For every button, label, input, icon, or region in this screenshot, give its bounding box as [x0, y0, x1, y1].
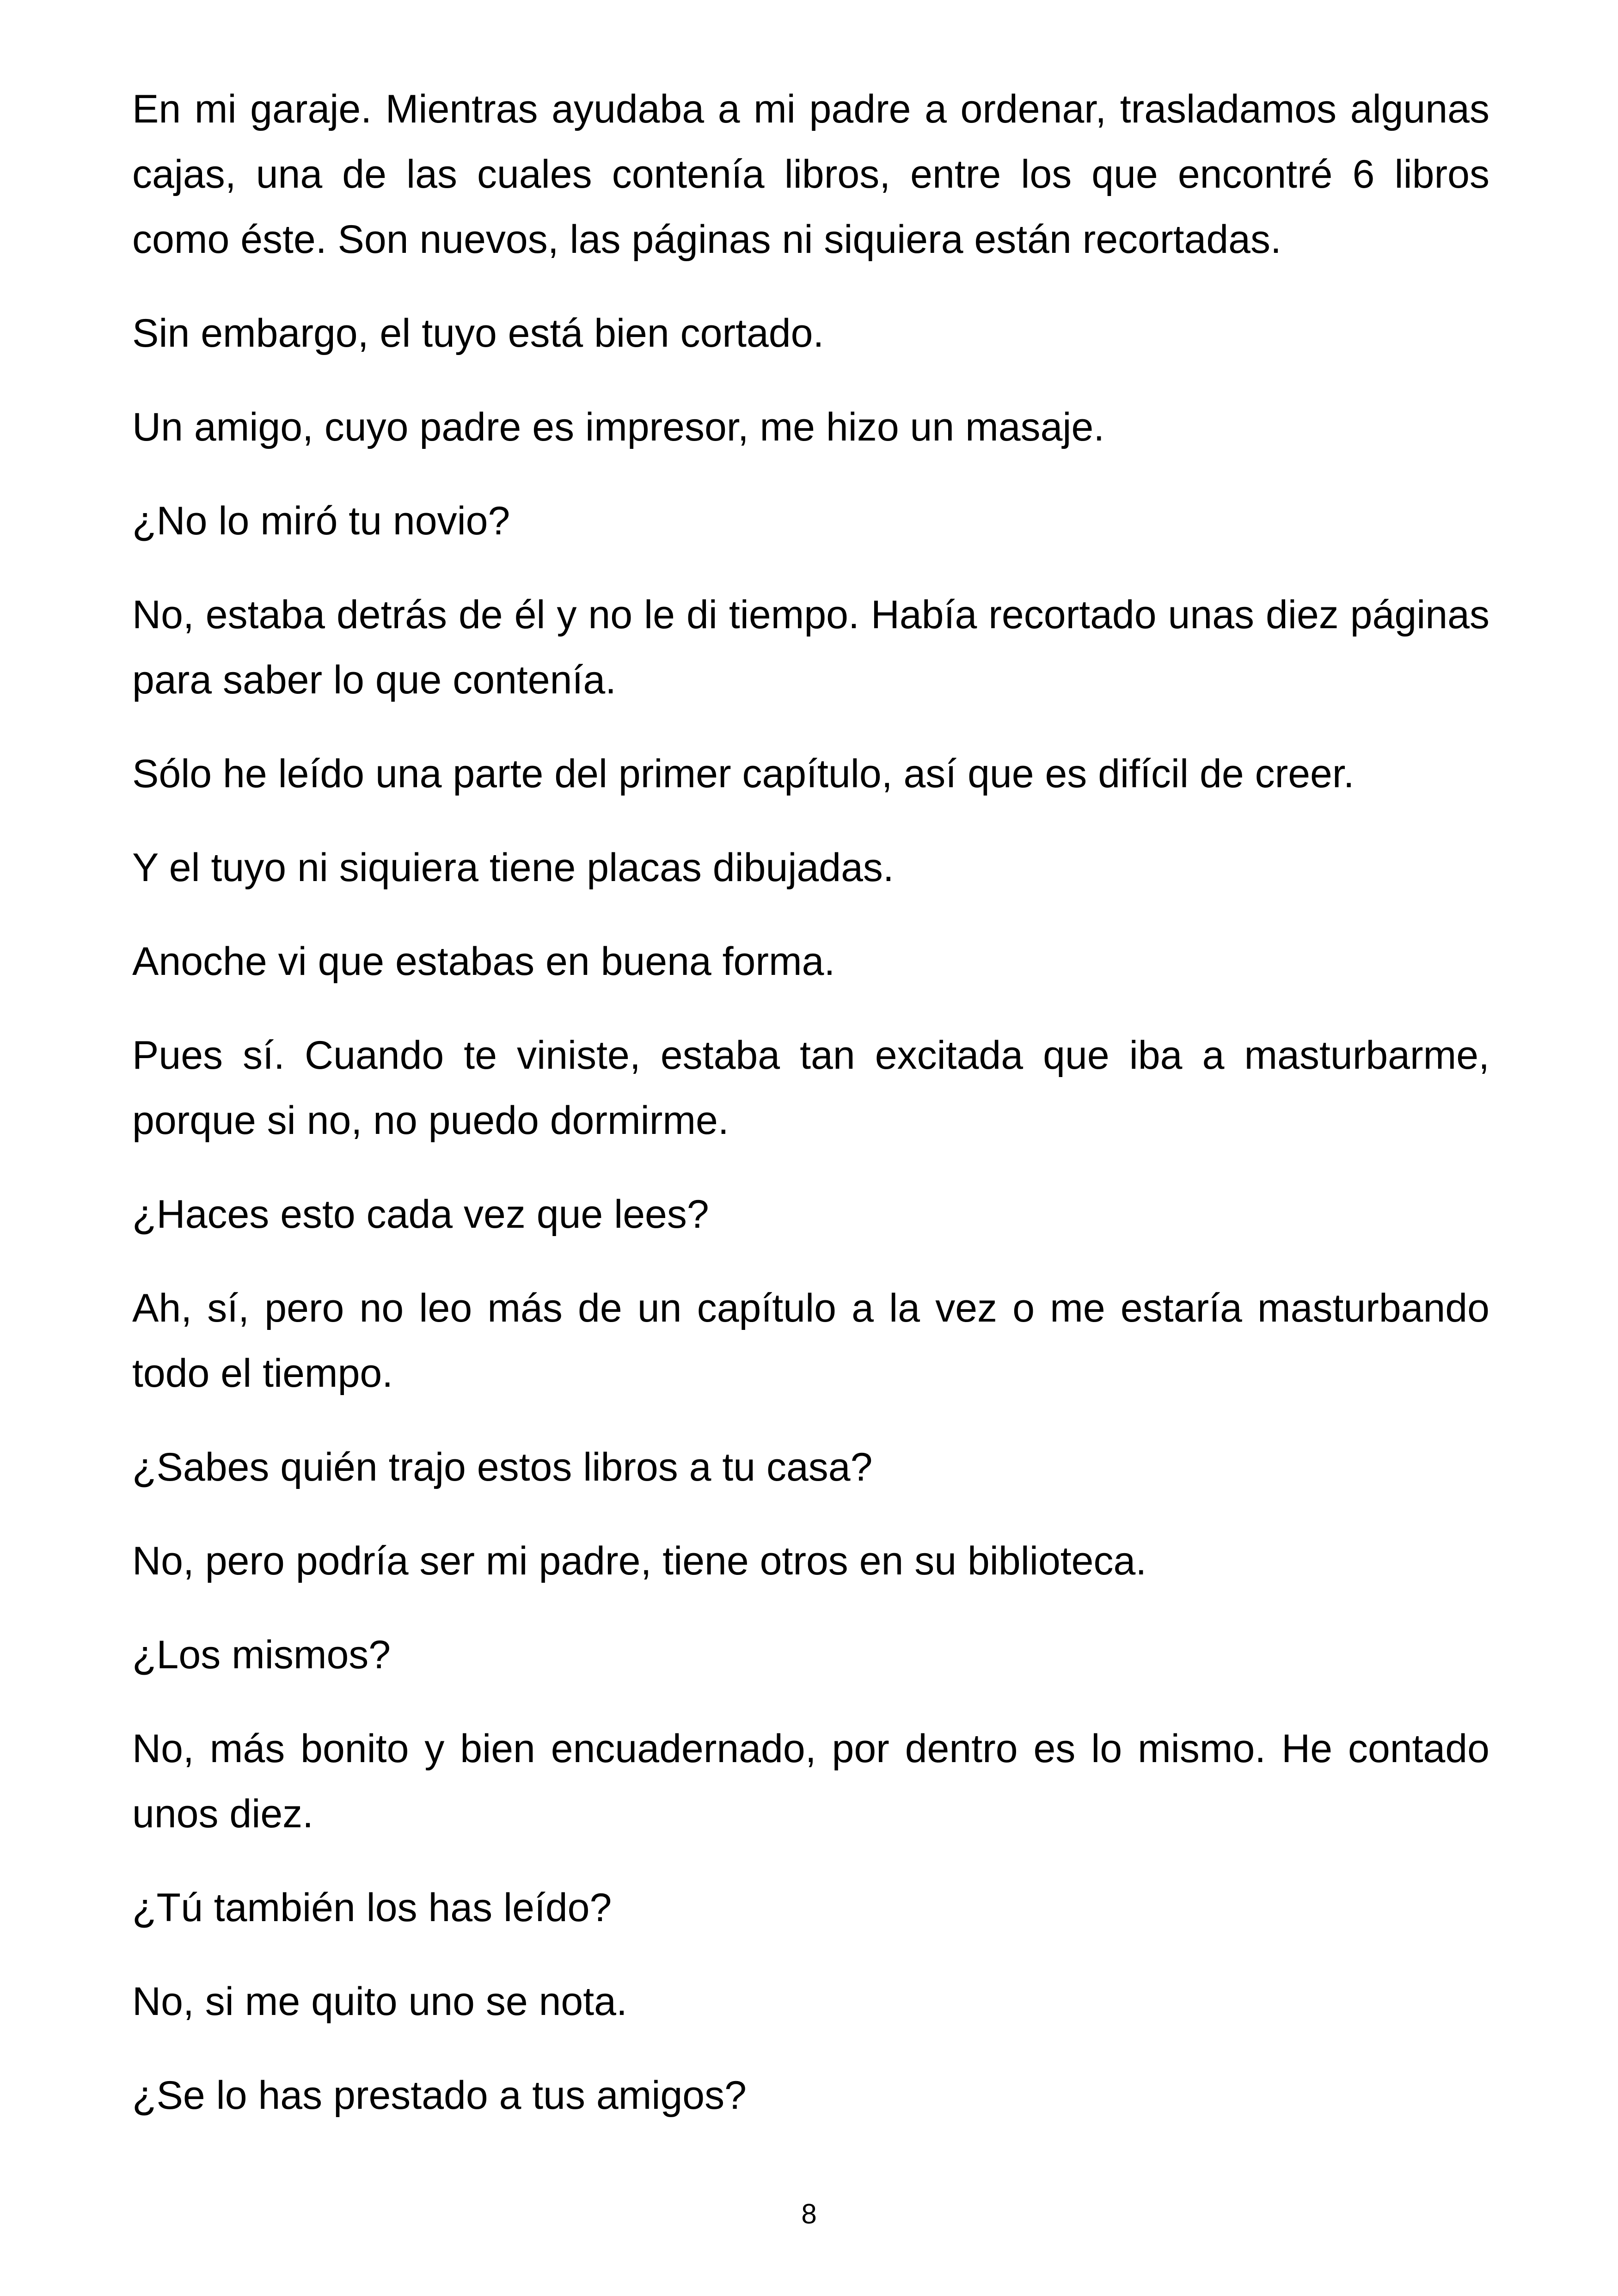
paragraph: ¿No lo miró tu novio? — [132, 499, 510, 543]
paragraph: Sólo he leído una parte del primer capítulo, así que es difícil de creer. — [132, 752, 1354, 796]
paragraph: No, estaba detrás de él y no le di tiempo. Había recortado unas diez páginas para saber lo que contenía. — [132, 593, 1489, 702]
page-number: 8 — [801, 2198, 817, 2229]
paragraph: Un amigo, cuyo padre es impresor, me hizo un masaje. — [132, 405, 1105, 449]
paragraph: ¿Tú también los has leído? — [132, 1886, 612, 1930]
paragraph: ¿Se lo has prestado a tus amigos? — [132, 2073, 747, 2118]
paragraph: No, más bonito y bien encuadernado, por dentro es lo mismo. He contado unos diez. — [132, 1727, 1489, 1836]
paragraph: En mi garaje. Mientras ayudaba a mi padre a ordenar, trasladamos algunas cajas, una de las cuales contenía libros, entre los que encontré 6 libros como éste. Son nuevos, las páginas ni siquiera están recortadas. — [132, 87, 1489, 262]
paragraph: ¿Sabes quién trajo estos libros a tu casa? — [132, 1445, 873, 1489]
paragraph: No, pero podría ser mi padre, tiene otros en su biblioteca. — [132, 1539, 1147, 1583]
paragraph: ¿Los mismos? — [132, 1633, 391, 1677]
paragraph: No, si me quito uno se nota. — [132, 1979, 627, 2024]
paragraph: Anoche vi que estabas en buena forma. — [132, 939, 835, 984]
paragraph: Ah, sí, pero no leo más de un capítulo a la vez o me estaría masturbando todo el tiempo. — [132, 1286, 1489, 1396]
paragraph: Y el tuyo ni siquiera tiene placas dibujadas. — [132, 845, 894, 890]
paragraph: Sin embargo, el tuyo está bien cortado. — [132, 311, 824, 355]
paragraph: ¿Haces esto cada vez que lees? — [132, 1192, 709, 1237]
body-text — [132, 77, 1489, 2157]
paragraph: Pues sí. Cuando te viniste, estaba tan excitada que iba a masturbarme, porque si no, no puedo dormirme. — [132, 1033, 1489, 1143]
